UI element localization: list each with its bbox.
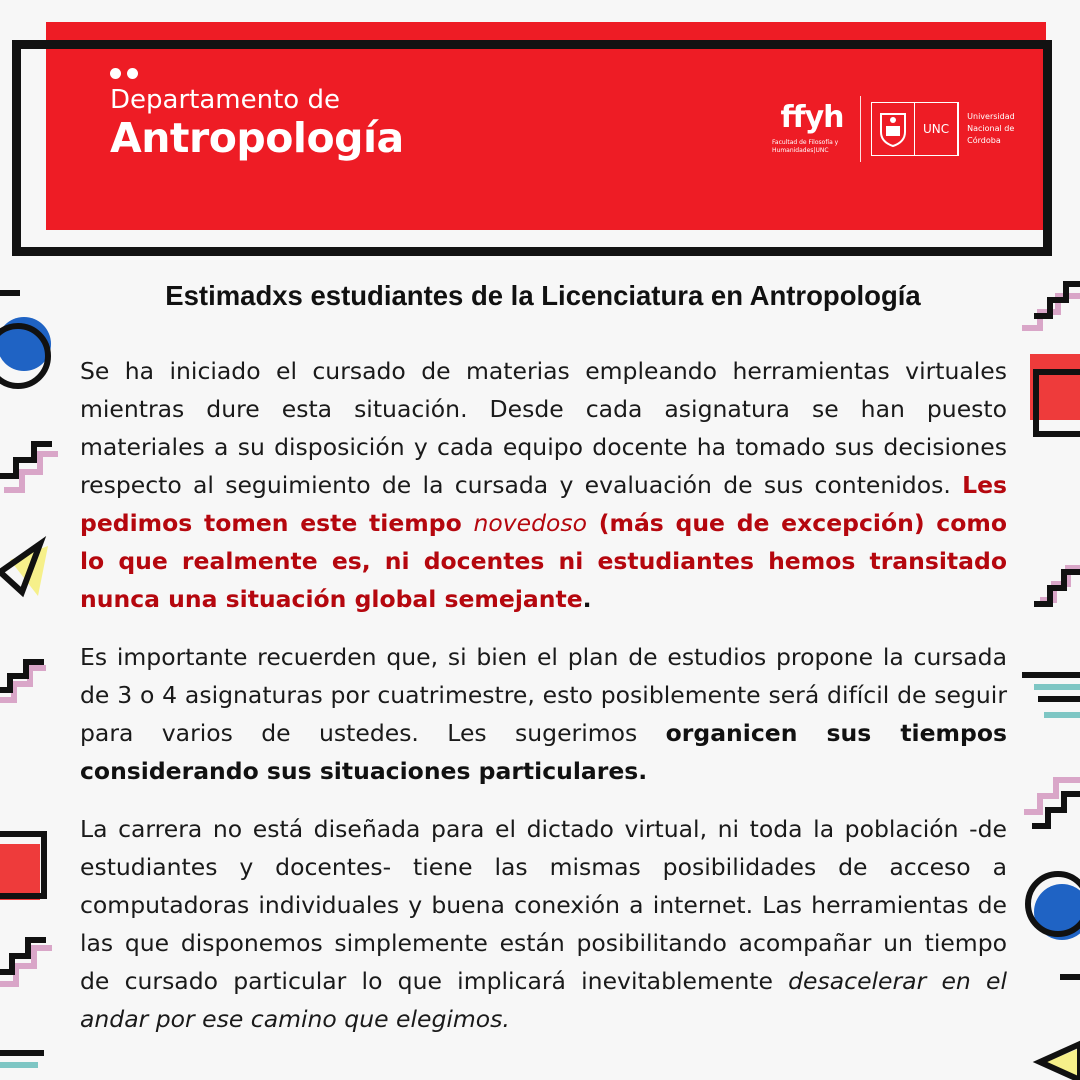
department-logo bbox=[110, 68, 404, 161]
deco-black-dash-right2 bbox=[1038, 696, 1080, 702]
letter-body bbox=[80, 352, 1007, 1058]
p3-text: La carrera no está diseñada para el dictado virtual, ni toda la población -de estudiantes y docentes- tiene las mismas posibilidades de acceso a computadoras individuales y buena conexión a internet. Las herramientas de las que disponemos simplemente están posibilitando acompañar un tiempo de cursado particular lo que implicará inevitablemente bbox=[80, 815, 1007, 995]
unc-logo bbox=[871, 102, 959, 156]
dots-icon bbox=[110, 68, 404, 79]
university-name: Universidad Nacional de Córdoba bbox=[967, 112, 1015, 145]
dept-line1: Departamento de bbox=[110, 85, 340, 115]
paragraph-3 bbox=[80, 810, 1007, 1038]
p2-text: Es importante recuerden que, si bien el plan de estudios propone la cursada de 3 o 4 asignaturas por cuatrimestre, esto posiblemente será difícil de seguir para varios de ustedes. Les sugerimos bbox=[80, 643, 1007, 747]
paragraph-1 bbox=[80, 352, 1007, 618]
deco-teal-dash-right1 bbox=[1034, 684, 1080, 690]
ffyh-mark: ffyh bbox=[780, 100, 844, 135]
p2-bold: organicen sus tiempos considerando sus situaciones particulares. bbox=[80, 719, 1007, 785]
institution-logos bbox=[772, 96, 1029, 162]
deco-teal-dash-left-bottom bbox=[0, 1062, 38, 1068]
crest-icon bbox=[872, 103, 915, 155]
p1-highlight-a: Les pedimos tomen este tiempo bbox=[80, 471, 1007, 537]
dept-line2: Antropología bbox=[110, 114, 404, 162]
p1-text: Se ha iniciado el cursado de materias empleando herramientas virtuales mientras dure esta situación. Desde cada asignatura se han puesto materiales a su disposición y cada equipo docente ha tomado sus decisiones respecto al seguimiento de la cursada y evaluación de sus contenidos. bbox=[80, 357, 1007, 499]
page-title: Estimadxs estudiantes de la Licenciatura en Antropología bbox=[165, 280, 921, 311]
unc-label: UNC bbox=[915, 103, 958, 155]
p1-highlight-b: (más que de excepción) como lo que realmente es, ni docentes ni estudiantes hemos transitado nunca una situación global semejante bbox=[80, 509, 1007, 613]
p3-italic: desacelerar en el andar por ese camino que elegimos. bbox=[80, 967, 1007, 1033]
deco-red-square-left bbox=[0, 844, 40, 900]
deco-black-dash-right3 bbox=[1060, 974, 1080, 980]
logo-divider bbox=[860, 96, 861, 162]
ffyh-subtitle: Facultad de Filosofía y Humanidades|UNC bbox=[772, 139, 839, 154]
deco-teal-dash-right2 bbox=[1044, 712, 1080, 718]
paragraph-2 bbox=[80, 638, 1007, 790]
deco-black-dash-right1 bbox=[1022, 672, 1080, 678]
deco-black-dash-left-bottom bbox=[0, 1050, 44, 1056]
ffyh-logo bbox=[772, 100, 852, 155]
p1-highlight-em: novedoso bbox=[473, 509, 587, 537]
p1-end: . bbox=[582, 585, 592, 613]
